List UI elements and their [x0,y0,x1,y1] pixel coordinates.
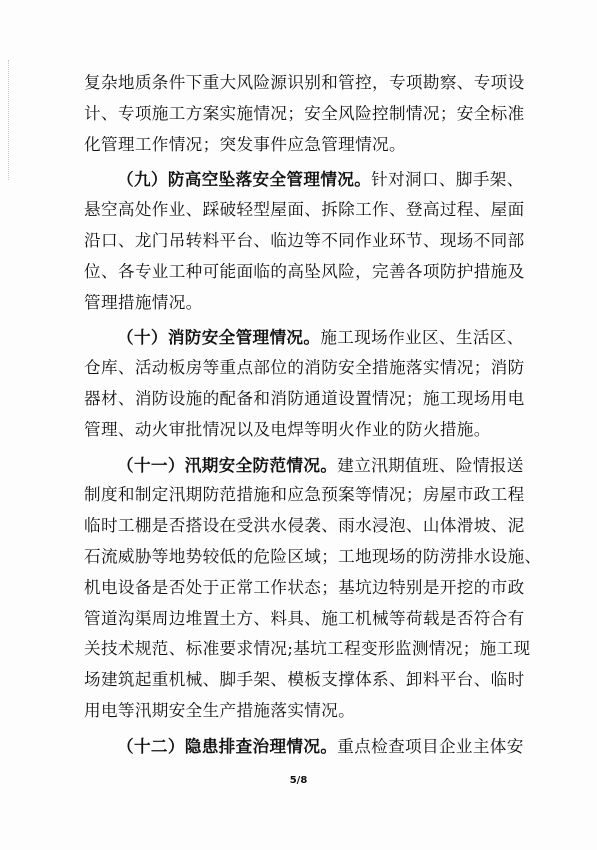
paragraph-flood-season [84,450,542,727]
paragraph-first-line [84,450,524,481]
text-run: 针对洞口、脚手架、 [371,170,524,190]
text-line: 管理、动火审批情况以及电焊等明火作业的防火措施。 [84,419,491,439]
text-line: 计、专项施工方案实施情况；安全风险控制情况；安全标准 [84,103,525,123]
paragraph-fire-safety [84,322,524,445]
text-line: 制度和制定汛期防范措施和应急预案等情况；房屋市政工程 [84,485,525,505]
paragraph-first-line [84,322,524,353]
text-line: 用电等汛期安全生产措施落实情况。 [84,700,356,720]
text-line: 石流威胁等地势较低的危险区域；工地现场的防涝排水设施、 [84,546,542,566]
text-run: 施工现场作业区、生活区、 [320,328,524,348]
section-heading: （十二）隐患排查治理情况。 [117,735,338,756]
text-run: 重点检查项目企业主体安 [337,736,524,756]
paragraph-hazard-inspection [84,731,524,762]
text-line: 临时工棚是否搭设在受洪水侵袭、雨水浸泡、山体滑坡、泥 [84,516,525,536]
text-line: 仓库、活动板房等重点部位的消防安全措施落实情况；消防 [84,358,525,378]
text-line: 关技术规范、标准要求情况;基坑工程变形监测情况；施工现 [84,639,531,659]
text-line: 化管理工作情况；突发事件应急管理情况。 [84,134,406,154]
paragraph-first-line [84,731,524,762]
section-heading: （九）防高空坠落安全管理情况。 [117,169,372,190]
body-text [84,68,542,762]
paragraph-fall-protection [84,164,524,318]
text-line: 管道沟渠周边堆置土方、料具、施工机械等荷载是否符合有 [84,608,525,628]
text-line: 沿口、龙门吊转料平台、临边等不同作业环节、现场不同部 [84,230,525,250]
text-line: 机电设备是否处于正常工作状态；基坑边特别是开挖的市政 [84,577,525,597]
page-number: 5/8 [289,775,308,786]
text-line: 器材、消防设施的配备和消防通道设置情况；施工现场用电 [84,388,525,408]
scan-edge-mark [8,60,10,180]
text-line: 悬空高处作业、踩破轻型屋面、拆除工作、登高过程、屋面 [84,200,525,220]
paragraph-continuation [84,68,524,160]
text-line: 位、各专业工种可能面临的高坠风险，完善各项防护措施及 [84,261,525,281]
section-heading: （十一）汛期安全防范情况。 [117,454,338,475]
text-line: 场建筑起重机械、脚手架、模板支撑体系、卸料平台、临时 [84,670,525,690]
paragraph-first-line [84,164,524,195]
text-run: 建立汛期值班、险情报送 [337,455,524,475]
section-heading: （十）消防安全管理情况。 [117,327,321,348]
text-line: 管理措施情况。 [84,292,203,312]
text-line: 复杂地质条件下重大风险源识别和管控，专项勘察、专项设 [84,73,525,92]
